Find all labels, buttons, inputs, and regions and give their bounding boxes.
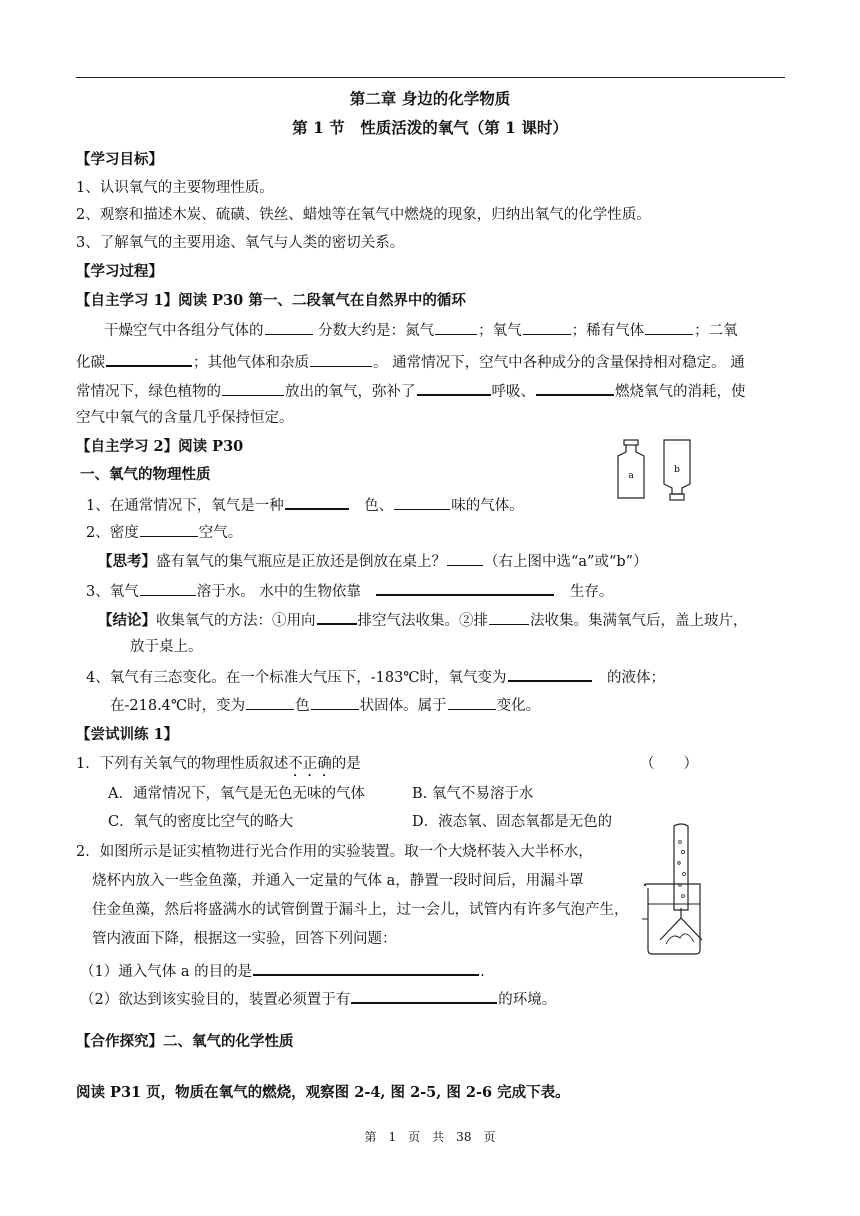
blank [317,609,357,625]
blank [285,494,349,510]
practice-q2-line: 烧杯内放入一些金鱼藻，并通入一定量的气体 a，静置一段时间后，用漏斗罩 [92,873,584,889]
blank [246,695,294,710]
objective-item: 1、认识氧气的主要物理性质。 [76,180,274,196]
practice-q2-2: （2）欲达到该实验目的，装置必须置于有 的环境。 [80,988,556,1010]
page-footer: 第 1 页 共 38 页 [364,1130,496,1144]
process-heading: 【学习过程】 [76,263,163,280]
blank [508,666,592,682]
physical-q1: 1、在通常情况下，氧气是一种 色、 味的气体。 [86,494,524,516]
blank [435,320,477,335]
physical-properties-heading: 一、氧气的物理性质 [80,466,211,483]
header-rule [76,77,785,78]
blank [265,320,313,335]
physical-q2: 2、密度 空气。 [86,522,242,543]
physical-q4: 4、氧气有三态变化。在一个标准大气压下，-183℃时，氧气变为 的液体； [86,666,665,688]
beaker [644,884,700,954]
practice-heading: 【尝试训练 1】 [76,726,179,743]
blank [140,522,198,537]
blank [222,381,284,396]
self-study-1-line-3: 常情况下，绿色植物的 放出的氧气，弥补了 呼吸、 燃烧氧气的消耗，使 [76,380,746,402]
option-a: A．通常情况下，氧气是无色无味的气体 [108,786,365,802]
practice-q1-answer-paren: （ ） [640,756,698,772]
blank [523,320,571,335]
practice-q2-1: （1）通入气体 a 的目的是 . [80,960,485,982]
bubbles [678,841,686,898]
blank [448,695,496,710]
blank [645,320,693,335]
physical-q3: 3、氧气 溶于水。 水中的生物依靠 生存。 [86,580,613,602]
blank [310,352,372,367]
blank [351,988,497,1004]
section-title: 第 1 节 性质活泼的氧气（第 1 课时） [292,118,568,137]
blank [311,695,359,710]
self-study-1-line-2: 化碳 ；其他气体和杂质 。 通常情况下，空气中各种成分的含量保持相对稳定。 通 [76,351,745,373]
self-study-1-heading: 【自主学习 1】阅读 P30 第一、二段氧气在自然界中的循环 [76,292,466,309]
read-instruction: 阅读 P31 页，物质在氧气的燃烧，观察图 2-4, 图 2-5, 图 2-6 完成下表。 [76,1084,570,1101]
think-line: 【思考】盛有氧气的集气瓶应是正放还是倒放在桌上？ （右上图中选“a”或“b”） [98,553,648,570]
self-study-2-heading: 【自主学习 2】阅读 P30 [76,438,244,455]
blank [447,551,483,566]
cooperate-heading: 【合作探究】二、氧气的化学性质 [76,1033,294,1050]
practice-q2-line: 管内液面下降，根据这一实验，回答下列问题： [92,931,397,947]
objective-item: 2、观察和描述木炭、硫磺、铁丝、蜡烛等在氧气中燃烧的现象，归纳出氧气的化学性质。 [76,207,651,223]
objectives-heading: 【学习目标】 [76,151,163,168]
blank [106,351,192,367]
blank [376,580,554,596]
option-b: B. 氧气不易溶于水 [412,786,534,802]
blank [253,960,479,976]
conclusion-line: 【结论】收集氧气的方法：①用向 排空气法收集。②排 法收集。集满氧气后，盖上玻片， [98,609,748,631]
objective-item: 3、了解氧气的主要用途、氧气与人类的密切关系。 [76,235,405,251]
blank [140,581,196,596]
bottle-a [618,440,644,498]
practice-q1: 1．下列有关氧气的物理性质叙述不正确的是 [76,756,361,772]
practice-q2-line: 住金鱼藻，然后将盛满水的试管倒置于漏斗上，过一会儿，试管内有许多气泡产生， [92,902,629,918]
self-study-1-line-4: 空气中氧气的含量几乎保持恒定。 [76,410,294,426]
gas-bottles-figure [612,438,696,502]
bottle-b-label: b [674,465,680,475]
self-study-1-line-1: 干燥空气中各组分气体的 分数大约是：氮气 ；氧气 ；稀有气体 ；二氧 [104,320,738,341]
practice-q2-line: 2．如图所示是证实植物进行光合作用的实验装置。取一个大烧杯装入大半杯水， [76,844,593,860]
blank [536,380,614,396]
chapter-title: 第二章 身边的化学物质 [349,89,511,108]
test-tube [674,824,688,910]
option-c: C．氧气的密度比空气的略大 [108,814,294,830]
waterweed [666,934,694,944]
physical-q4b: 在-218.4℃时，变为 色 状固体。属于 变化。 [110,695,540,716]
option-d: D．液态氧、固态氧都是无色的 [412,814,613,830]
blank [489,610,529,625]
photosynthesis-apparatus-figure [640,822,710,956]
bottle-a-label: a [628,471,634,481]
blank [417,380,491,396]
conclusion-line-2: 放于桌上。 [130,639,203,655]
blank [394,495,450,510]
